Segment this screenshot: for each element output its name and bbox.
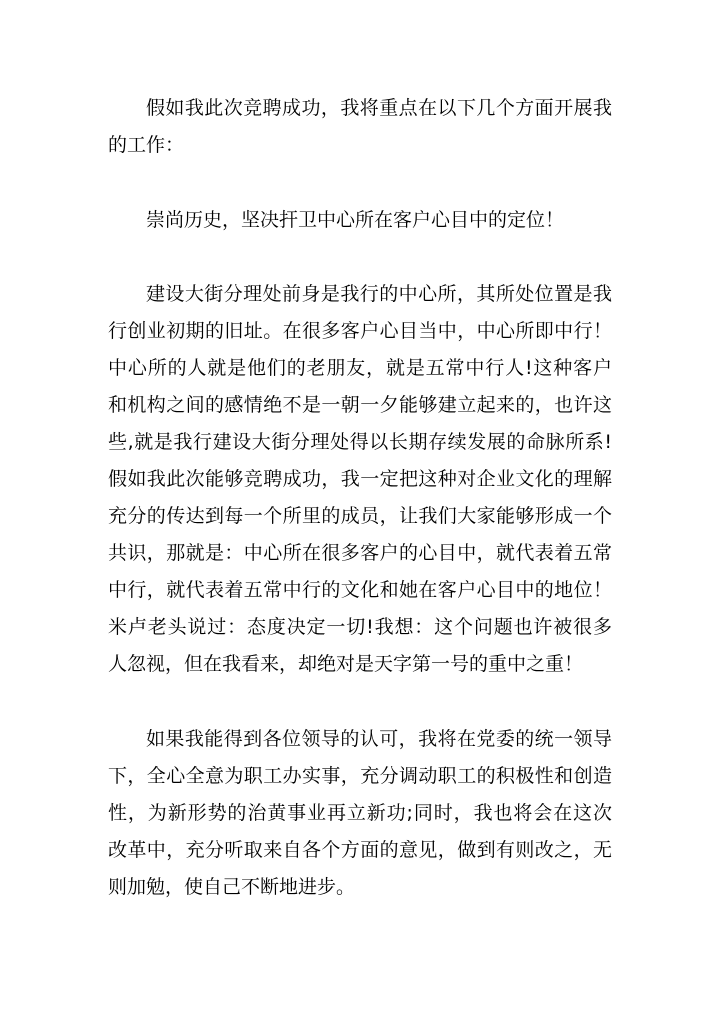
text-line: 假如我此次能够竞聘成功，我一定把这种对企业文化的理解: [108, 468, 612, 490]
text-line: 充分的传达到每一个所里的成员，让我们大家能够形成一个: [108, 505, 612, 527]
text-line: 性，为新形势的治黄事业再立新功;同时，我也将会在这次: [108, 802, 612, 824]
paragraph-heading: [108, 202, 612, 239]
text-line: 建设大街分理处前身是我行的中心所，其所处位置是我: [146, 283, 612, 305]
text-line: 如果我能得到各位领导的认可，我将在党委的统一领导: [146, 728, 612, 750]
paragraph-intro: [108, 90, 612, 164]
text-line: 和机构之间的感情绝不是一朝一夕能够建立起来的，也许这: [108, 394, 612, 416]
text-line: 则加勉，使自己不断地进步。: [108, 876, 356, 898]
text-line: 些,就是我行建设大街分理处得以长期存续发展的命脉所系!: [108, 431, 612, 453]
text-line: 假如我此次竞聘成功，我将重点在以下几个方面开展我: [146, 97, 612, 119]
text-line: 共识，那就是：中心所在很多客户的心目中，就代表着五常: [108, 542, 612, 564]
text-line: 下，全心全意为职工办实事，充分调动职工的积极性和创造: [108, 765, 612, 787]
text-line: 行创业初期的旧址。在很多客户心目当中，中心所即中行！: [108, 320, 612, 342]
text-line: 米卢老头说过：态度决定一切!我想：这个问题也许被很多: [108, 616, 612, 638]
text-line: 崇尚历史，坚决扞卫中心所在客户心目中的定位！: [146, 209, 565, 231]
text-line: 中行，就代表着五常中行的文化和她在客户心目中的地位！: [108, 579, 612, 601]
text-line: 中心所的人就是他们的老朋友，就是五常中行人!这种客户: [108, 357, 612, 379]
text-line: 人忽视，但在我看来，却绝对是天字第一号的重中之重！: [108, 653, 584, 675]
text-line: 的工作：: [108, 134, 185, 156]
paragraph-body-commitment: [108, 721, 612, 906]
paragraph-body-history: [108, 276, 612, 683]
text-line: 改革中，充分听取来自各个方面的意见，做到有则改之，无: [108, 839, 612, 861]
